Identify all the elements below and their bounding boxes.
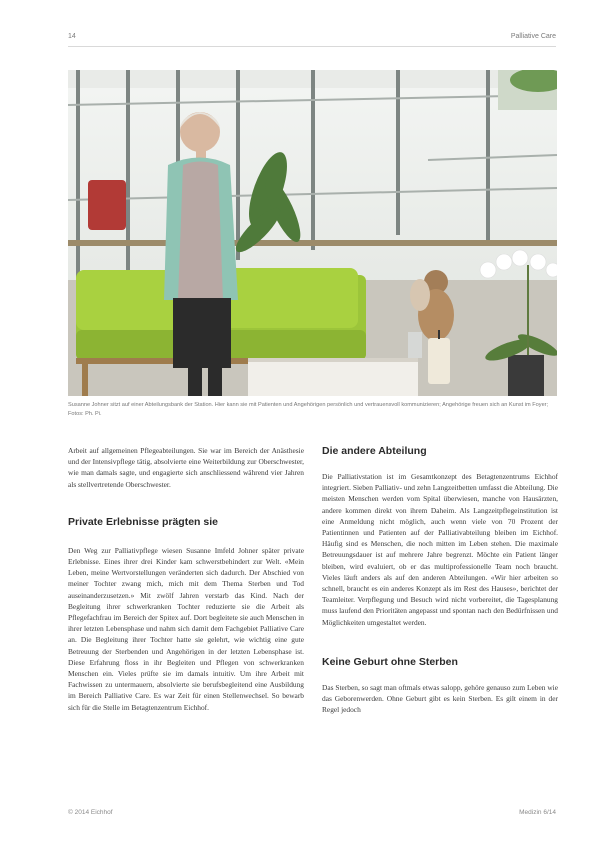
body-paragraph: Den Weg zur Palliativpflege wiesen Susanne Imfeld Johner später private Erlebnisse. Eines ihrer drei Kinder kam schwerstbehindert zur Welt. «Mein Leben, meine Wertvorstellungen veränderten sich dadurch. Der Abschied von meiner Tochter zwang mich, mich mit dem Thema Sterben und Tod auseinanderzusetzen.» Mit zwölf Jahren verstarb das Kind. Nach der Begleitung ihrer schwerkranken Tochter reduzierte sie die Arbeit als Pflegefachfrau im Bereich der Spitex auf. Dort begleitete sie auch Menschen in ihrer letzten Lebensphase und nahm sich damit dem Fachgebiet Palliative Care an. Die Begleitung ihrer Tochter hatte sie gelehrt, wie wichtig eine gute Betreuung der Sterbenden und Angehörigen in der letzten Lebensphase ist. Diese Erfahrung floss in ihr Begleiten und Pflegen von schwerkranken Menschen ein. Vieles prüfte sie im damals intuitiv. Um ihre Arbeit mit Fachwissen zu untermauern, absolvierte sie berufsbegleitend eine Ausbildung im Bereich Palliative Care. Es war Zeit für einen Stellenwechsel. So bewarb sich für die Stelle im Betagtenzentrum Eichhof. bbox=[68, 545, 304, 712]
page-footer bbox=[68, 809, 556, 819]
article-photo bbox=[68, 70, 557, 396]
footer-right: Medizin 6/14 bbox=[519, 809, 556, 816]
right-column bbox=[322, 445, 558, 715]
intro-paragraph: Arbeit auf allgemeinen Pflegeabteilungen. Sie war im Bereich der Anästhesie und der Intensivpflege tätig, absolvierte eine Weiterbildung zur Oberschwester, wie man damals sagte, und engagierte sich anschliessend während vier Jahren als stellvertretende Oberschwester. bbox=[68, 446, 304, 489]
body-paragraph: Das Sterben, so sagt man oftmals etwas salopp, gehöre genauso zum Leben wie das Geborenwerden. Ohne Geburt gibt es kein Sterben. Es gilt einem in der Regel jedoch bbox=[322, 682, 558, 715]
section-heading: Private Erlebnisse prägten sie bbox=[68, 515, 218, 528]
section-heading: Die andere Abteilung bbox=[322, 445, 427, 457]
page-header bbox=[68, 33, 556, 45]
footer-left: © 2014 Eichhof bbox=[68, 809, 113, 816]
page-number: 14 bbox=[68, 33, 76, 40]
header-rule bbox=[68, 46, 556, 47]
section-heading: Keine Geburt ohne Sterben bbox=[322, 655, 458, 668]
left-column bbox=[68, 445, 304, 713]
body-paragraph: Die Palliativstation ist im Gesamtkonzept des Betagtenzentrums Eichhof integriert. Sieben Palliativ- und zehn Langzeitbetten umfasst die Abteilung. Die meisten Menschen werden vom Spital überwiesen, manche von Hausärzten, andere kommen direkt von ihrem Daheim. Als Langzeitpflegeinstitution ist eine Anmeldung nicht möglich, auch wenn viele von 70 Prozent der Patientinnen und Patienten auf der Palliativabteilung bleiben im Eichhof. Häufig sind es Menschen, die noch mitten im Leben stehen. Die maximale Betreuungsdauer ist auf mehrere Jahre begrenzt. Möchte ein Patient länger bleiben, wird evaluiert, ob er das multiprofessionelle Team noch braucht. Vieles läuft anders als auf den anderen Abteilungen. «Wir hier arbeiten so schnell, braucht es ein anderes Konzept als im Rest des Hauses», berichtet der Teamleiter. Verpflegung und Besuch wird nicht vorbereitet, die Tagesplanung muss laufend den Prioritäten angepasst und spontan nach den Bedürfnissen und Möglichkeiten umgestaltet werden. bbox=[322, 472, 558, 627]
photo-caption: Susanne Johner sitzt auf einer Abteilungsbank der Station. Hier kann sie mit Patienten und Angehörigen persönlich und vertrauensvoll kommunizieren; Angehörige freuen sich an Kunst im Foyer; Fotos: Ph. Pi. bbox=[68, 402, 549, 417]
section-title: Palliative Care bbox=[510, 33, 556, 40]
photo-illustration bbox=[68, 70, 557, 396]
